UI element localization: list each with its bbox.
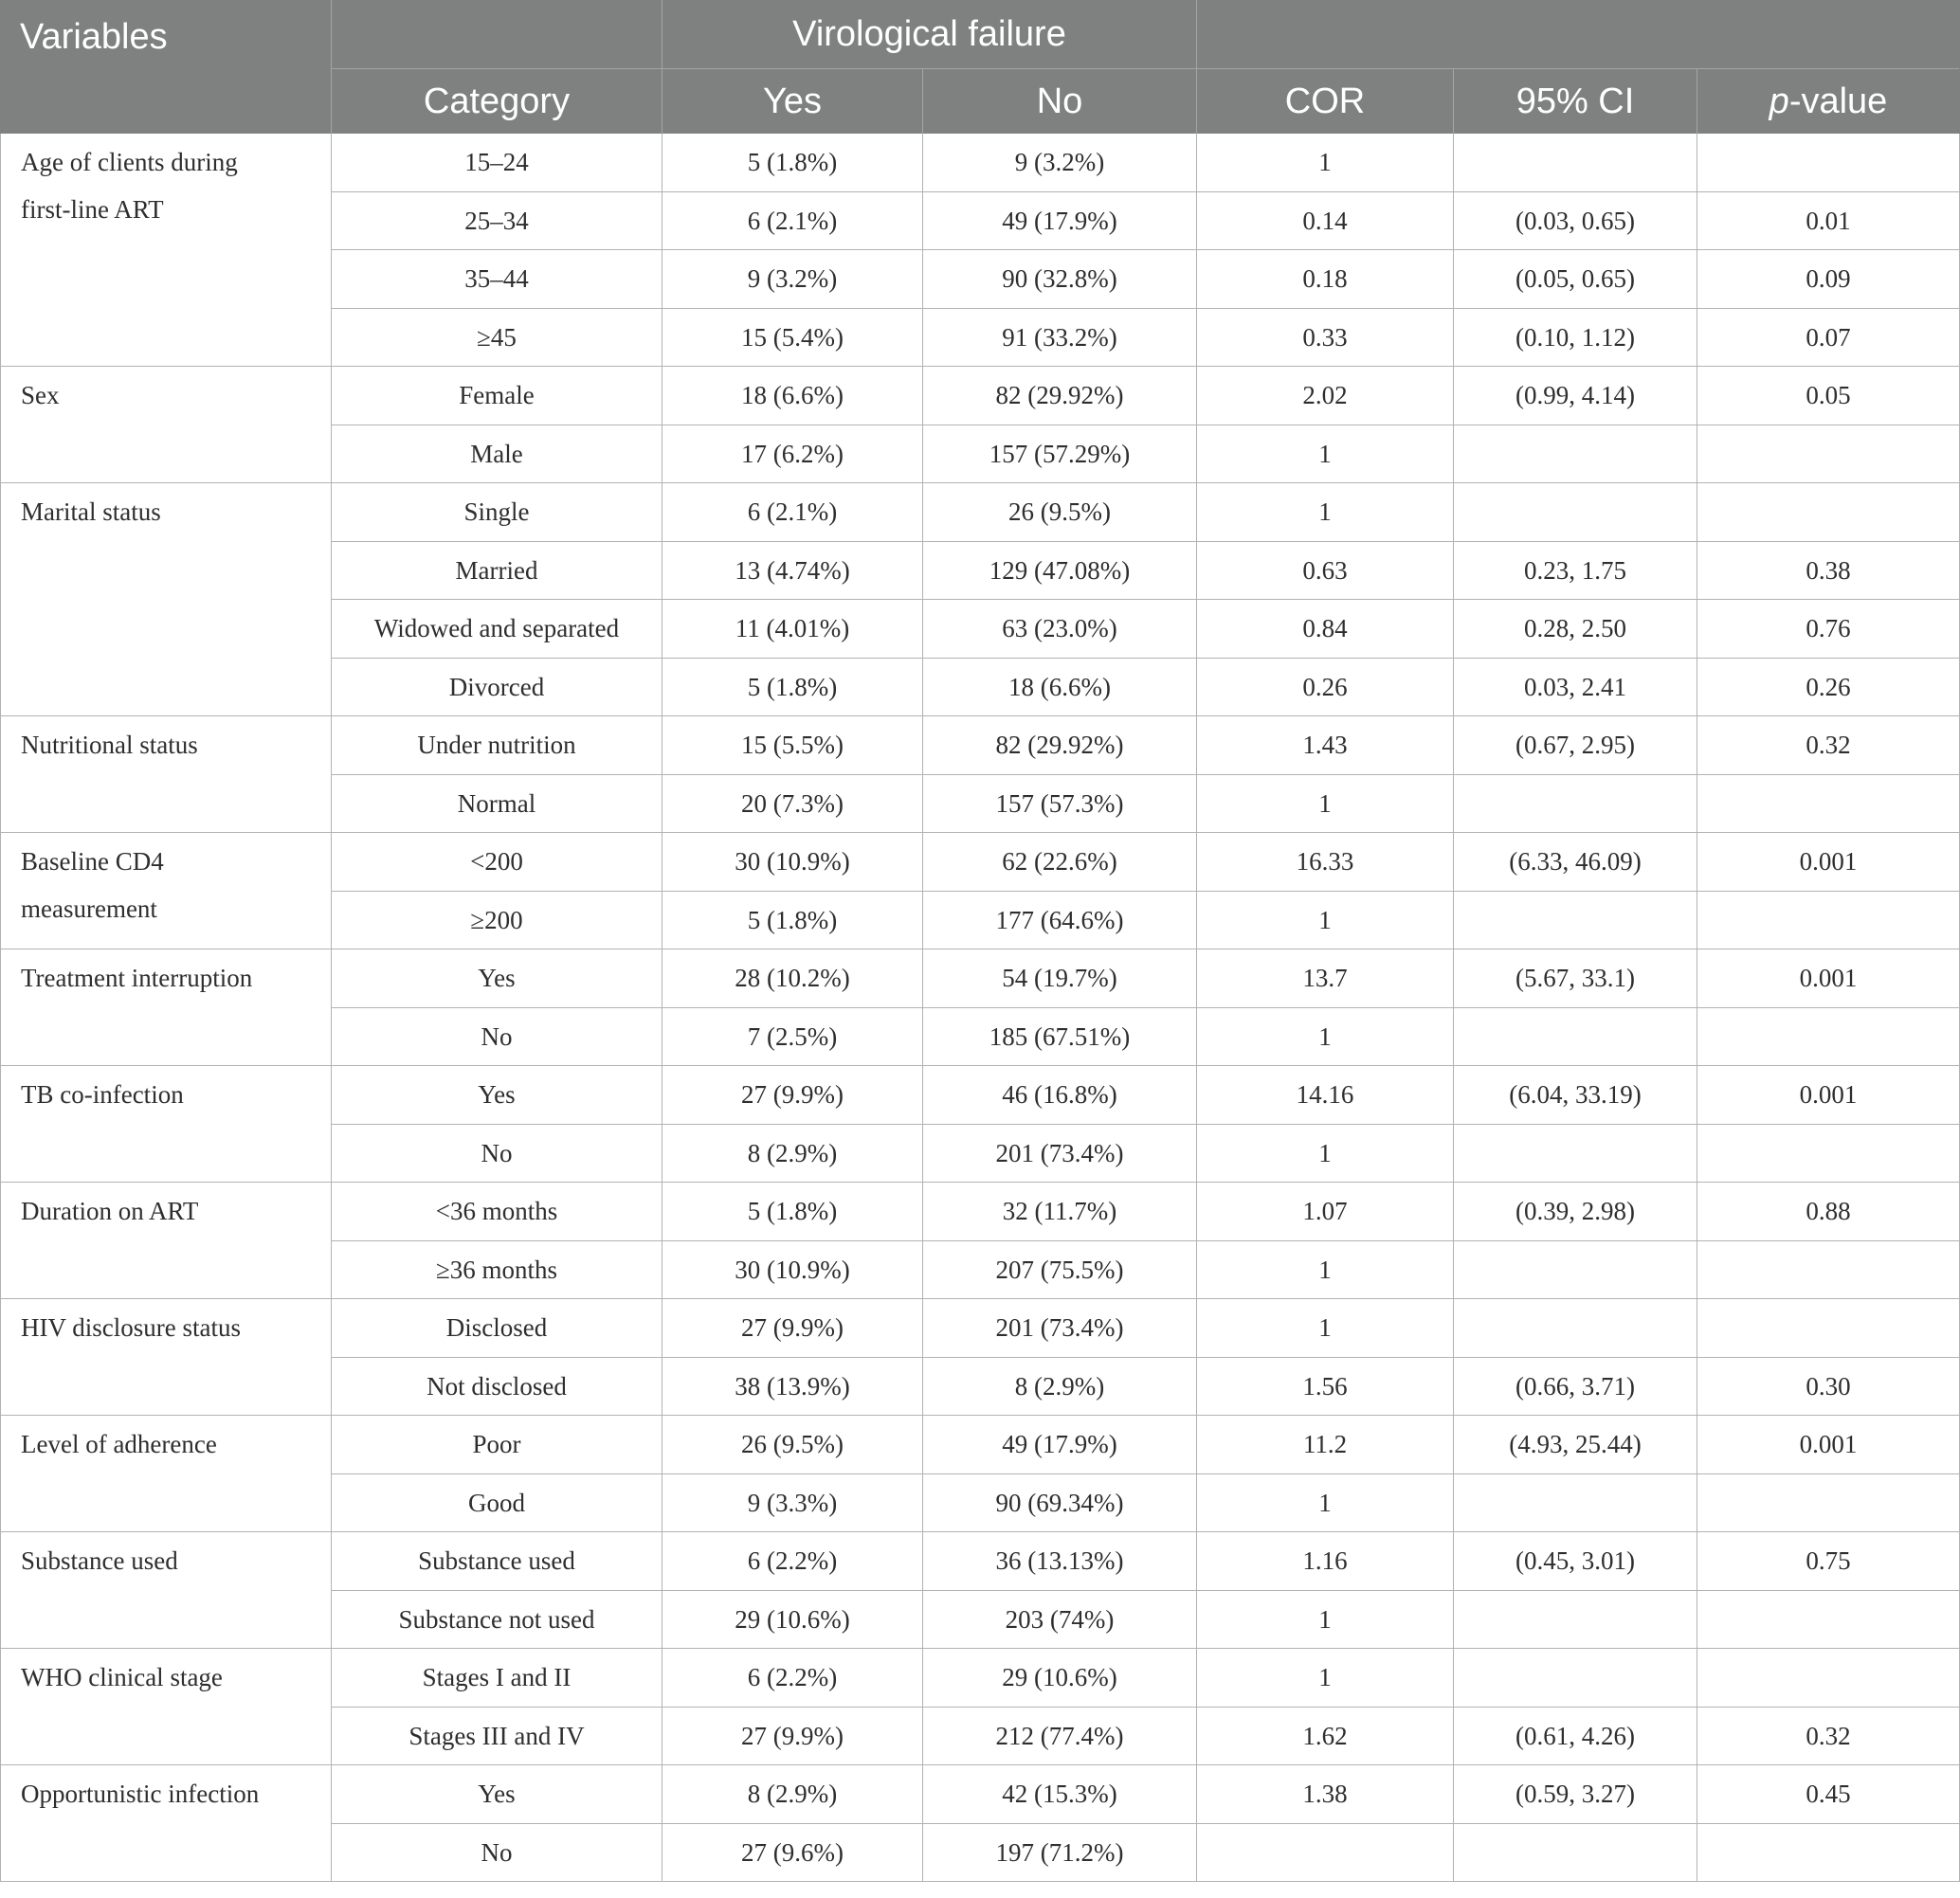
cor-cell: 1 [1197,1649,1453,1707]
p-value-cell: 0.001 [1697,1066,1959,1124]
p-value-cell: 0.26 [1697,659,1959,715]
cor-cell: 2.02 [1197,367,1453,425]
category-cell: Female [332,367,662,425]
ci-cell [1454,775,1697,832]
category-cell: 35–44 [332,250,662,308]
variable-label: Sex [1,367,331,482]
no-count-cell: 9 (3.2%) [923,134,1196,191]
header-p-italic: p [1769,81,1789,121]
yes-count-cell: 27 (9.9%) [662,1299,922,1357]
ci-cell: (6.04, 33.19) [1454,1066,1697,1124]
category-cell: Yes [332,949,662,1007]
ci-cell: 0.28, 2.50 [1454,600,1697,658]
p-value-cell [1697,1474,1959,1531]
ci-cell: (0.99, 4.14) [1454,367,1697,425]
ci-cell: (0.03, 0.65) [1454,192,1697,249]
ci-cell: (6.33, 46.09) [1454,833,1697,891]
category-cell: <36 months [332,1183,662,1240]
no-count-cell: 207 (75.5%) [923,1241,1196,1298]
header-virological-failure: Virological failure [662,0,1196,68]
no-count-cell: 129 (47.08%) [923,542,1196,599]
p-value-cell [1697,1008,1959,1065]
yes-count-cell: 11 (4.01%) [662,600,922,658]
yes-count-cell: 5 (1.8%) [662,659,922,715]
variable-label: Duration on ART [1,1183,331,1298]
yes-count-cell: 38 (13.9%) [662,1358,922,1415]
ci-cell [1454,1241,1697,1298]
no-count-cell: 8 (2.9%) [923,1358,1196,1415]
ci-cell [1454,1649,1697,1707]
cor-cell: 0.14 [1197,192,1453,249]
yes-count-cell: 7 (2.5%) [662,1008,922,1065]
no-count-cell: 32 (11.7%) [923,1183,1196,1240]
cor-cell: 1.16 [1197,1532,1453,1590]
cor-cell: 1.62 [1197,1708,1453,1764]
cor-cell: 1 [1197,1299,1453,1357]
category-cell: Widowed and separated [332,600,662,658]
cor-cell: 1.56 [1197,1358,1453,1415]
cor-cell: 1 [1197,775,1453,832]
no-count-cell: 82 (29.92%) [923,367,1196,425]
category-cell: Under nutrition [332,716,662,774]
no-count-cell: 63 (23.0%) [923,600,1196,658]
p-value-cell [1697,1824,1959,1881]
header-p-suffix: -value [1788,81,1888,121]
ci-cell: (0.39, 2.98) [1454,1183,1697,1240]
variable-label: Age of clients during first-line ART [1,134,331,366]
ci-cell [1454,134,1697,191]
category-cell: Substance used [332,1532,662,1590]
category-cell: Substance not used [332,1591,662,1648]
variable-label: Baseline CD4 measurement [1,833,331,949]
cor-cell: 1 [1197,1591,1453,1648]
category-cell: <200 [332,833,662,891]
table-body [0,134,1960,1882]
yes-count-cell: 26 (9.5%) [662,1416,922,1473]
ci-cell: (0.45, 3.01) [1454,1532,1697,1590]
no-count-cell: 91 (33.2%) [923,309,1196,366]
ci-cell [1454,425,1697,482]
no-count-cell: 82 (29.92%) [923,716,1196,774]
no-count-cell: 157 (57.29%) [923,425,1196,482]
cor-cell: 1 [1197,892,1453,949]
no-count-cell: 201 (73.4%) [923,1299,1196,1357]
no-count-cell: 197 (71.2%) [923,1824,1196,1881]
category-cell: Poor [332,1416,662,1473]
category-cell: 15–24 [332,134,662,191]
variable-label: Nutritional status [1,716,331,832]
variable-label: HIV disclosure status [1,1299,331,1415]
p-value-cell [1697,1241,1959,1298]
ci-cell [1454,1824,1697,1881]
cor-cell: 1 [1197,1474,1453,1531]
variable-label: TB co-infection [1,1066,331,1182]
cor-cell: 1 [1197,425,1453,482]
yes-count-cell: 5 (1.8%) [662,134,922,191]
ci-cell: (4.93, 25.44) [1454,1416,1697,1473]
ci-cell [1454,1125,1697,1182]
p-value-cell: 0.88 [1697,1183,1959,1240]
p-value-cell: 0.07 [1697,309,1959,366]
no-count-cell: 36 (13.13%) [923,1532,1196,1590]
cor-cell: 1 [1197,134,1453,191]
p-value-cell: 0.001 [1697,833,1959,891]
cor-cell: 0.63 [1197,542,1453,599]
p-value-cell: 0.32 [1697,716,1959,774]
cor-cell: 1 [1197,1241,1453,1298]
category-cell: Stages I and II [332,1649,662,1707]
yes-count-cell: 15 (5.4%) [662,309,922,366]
p-value-cell: 0.45 [1697,1765,1959,1823]
p-value-cell [1697,775,1959,832]
no-count-cell: 177 (64.6%) [923,892,1196,949]
cor-cell: 0.33 [1197,309,1453,366]
p-value-cell: 0.05 [1697,367,1959,425]
yes-count-cell: 28 (10.2%) [662,949,922,1007]
category-cell: Single [332,483,662,541]
no-count-cell: 54 (19.7%) [923,949,1196,1007]
header-category: Category [332,69,662,134]
p-value-cell [1697,892,1959,949]
yes-count-cell: 8 (2.9%) [662,1765,922,1823]
no-count-cell: 26 (9.5%) [923,483,1196,541]
cor-cell: 1 [1197,1125,1453,1182]
category-cell: Divorced [332,659,662,715]
p-value-cell: 0.001 [1697,1416,1959,1473]
yes-count-cell: 5 (1.8%) [662,1183,922,1240]
yes-count-cell: 6 (2.2%) [662,1649,922,1707]
yes-count-cell: 6 (2.2%) [662,1532,922,1590]
cor-cell: 1 [1197,1008,1453,1065]
yes-count-cell: 13 (4.74%) [662,542,922,599]
yes-count-cell: 18 (6.6%) [662,367,922,425]
header-cor: COR [1197,69,1453,134]
yes-count-cell: 27 (9.6%) [662,1824,922,1881]
header-no: No [923,69,1196,134]
ci-cell [1454,1299,1697,1357]
ci-cell: (5.67, 33.1) [1454,949,1697,1007]
yes-count-cell: 5 (1.8%) [662,892,922,949]
ci-cell: 0.03, 2.41 [1454,659,1697,715]
header-spacer [332,0,662,68]
no-count-cell: 90 (32.8%) [923,250,1196,308]
category-cell: No [332,1824,662,1881]
category-cell: Good [332,1474,662,1531]
cor-cell: 13.7 [1197,949,1453,1007]
ci-cell [1454,483,1697,541]
category-cell: ≥200 [332,892,662,949]
category-cell: Disclosed [332,1299,662,1357]
header-spacer [1197,0,1959,68]
p-value-cell: 0.30 [1697,1358,1959,1415]
ci-cell: 0.23, 1.75 [1454,542,1697,599]
category-cell: ≥36 months [332,1241,662,1298]
no-count-cell: 42 (15.3%) [923,1765,1196,1823]
category-cell: No [332,1125,662,1182]
p-value-cell: 0.01 [1697,192,1959,249]
no-count-cell: 201 (73.4%) [923,1125,1196,1182]
p-value-cell: 0.001 [1697,949,1959,1007]
no-count-cell: 46 (16.8%) [923,1066,1196,1124]
yes-count-cell: 17 (6.2%) [662,425,922,482]
cor-cell [1197,1824,1453,1881]
ci-cell [1454,1474,1697,1531]
header-variables: Variables [1,0,331,134]
no-count-cell: 90 (69.34%) [923,1474,1196,1531]
ci-cell: (0.05, 0.65) [1454,250,1697,308]
cor-cell: 14.16 [1197,1066,1453,1124]
p-value-cell: 0.38 [1697,542,1959,599]
category-cell: No [332,1008,662,1065]
no-count-cell: 157 (57.3%) [923,775,1196,832]
yes-count-cell: 29 (10.6%) [662,1591,922,1648]
yes-count-cell: 20 (7.3%) [662,775,922,832]
cor-cell: 1 [1197,483,1453,541]
no-count-cell: 18 (6.6%) [923,659,1196,715]
yes-count-cell: 6 (2.1%) [662,483,922,541]
no-count-cell: 49 (17.9%) [923,1416,1196,1473]
p-value-cell [1697,1125,1959,1182]
p-value-cell [1697,483,1959,541]
variable-label: Substance used [1,1532,331,1648]
table-header [0,0,1960,134]
p-value-cell: 0.32 [1697,1708,1959,1764]
category-cell: Male [332,425,662,482]
variable-label: Level of adherence [1,1416,331,1531]
ci-cell [1454,1591,1697,1648]
category-cell: Yes [332,1066,662,1124]
cor-cell: 1.07 [1197,1183,1453,1240]
yes-count-cell: 30 (10.9%) [662,833,922,891]
yes-count-cell: 6 (2.1%) [662,192,922,249]
p-value-cell: 0.75 [1697,1532,1959,1590]
header-yes: Yes [662,69,922,134]
cor-cell: 0.84 [1197,600,1453,658]
yes-count-cell: 9 (3.3%) [662,1474,922,1531]
cor-cell: 1.43 [1197,716,1453,774]
category-cell: Normal [332,775,662,832]
cor-cell: 1.38 [1197,1765,1453,1823]
no-count-cell: 212 (77.4%) [923,1708,1196,1764]
category-cell: ≥45 [332,309,662,366]
no-count-cell: 29 (10.6%) [923,1649,1196,1707]
cor-cell: 0.26 [1197,659,1453,715]
no-count-cell: 62 (22.6%) [923,833,1196,891]
category-cell: Stages III and IV [332,1708,662,1764]
ci-cell: (0.10, 1.12) [1454,309,1697,366]
no-count-cell: 185 (67.51%) [923,1008,1196,1065]
yes-count-cell: 8 (2.9%) [662,1125,922,1182]
ci-cell [1454,892,1697,949]
yes-count-cell: 27 (9.9%) [662,1708,922,1764]
p-value-cell [1697,1591,1959,1648]
variable-label: Opportunistic infection [1,1765,331,1881]
cor-cell: 11.2 [1197,1416,1453,1473]
p-value-cell: 0.09 [1697,250,1959,308]
variable-label: Marital status [1,483,331,715]
category-cell: 25–34 [332,192,662,249]
category-cell: Yes [332,1765,662,1823]
yes-count-cell: 15 (5.5%) [662,716,922,774]
header-95-ci: 95% CI [1454,69,1697,134]
p-value-cell [1697,1299,1959,1357]
cor-cell: 16.33 [1197,833,1453,891]
header-p-value [1697,69,1959,134]
no-count-cell: 203 (74%) [923,1591,1196,1648]
p-value-cell [1697,1649,1959,1707]
p-value-cell [1697,425,1959,482]
cor-cell: 0.18 [1197,250,1453,308]
ci-cell: (0.67, 2.95) [1454,716,1697,774]
ci-cell: (0.66, 3.71) [1454,1358,1697,1415]
p-value-cell [1697,134,1959,191]
ci-cell [1454,1008,1697,1065]
yes-count-cell: 30 (10.9%) [662,1241,922,1298]
p-value-cell: 0.76 [1697,600,1959,658]
variable-label: Treatment interruption [1,949,331,1065]
ci-cell: (0.59, 3.27) [1454,1765,1697,1823]
category-cell: Not disclosed [332,1358,662,1415]
ci-cell: (0.61, 4.26) [1454,1708,1697,1764]
variable-label: WHO clinical stage [1,1649,331,1764]
yes-count-cell: 9 (3.2%) [662,250,922,308]
yes-count-cell: 27 (9.9%) [662,1066,922,1124]
category-cell: Married [332,542,662,599]
no-count-cell: 49 (17.9%) [923,192,1196,249]
